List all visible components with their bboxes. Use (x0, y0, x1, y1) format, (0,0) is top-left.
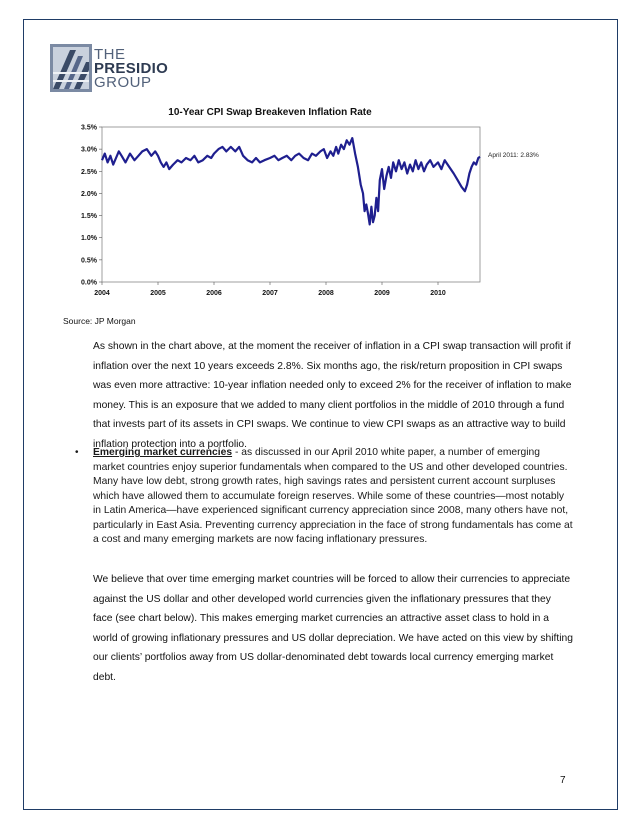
x-tick-label: 2005 (150, 290, 166, 297)
y-tick-label: 0.0% (81, 279, 97, 287)
x-tick-label: 2004 (94, 290, 110, 297)
paragraph-cpi-swaps-text: As shown in the chart above, at the moment the receiver of inflation in a CPI swap transaction will profit if inflation over the next 10 years exceeds 2.8%. Six months ago, the risk/return proposition in CPI swaps was even more attractive: 10-year inflation needed only to exceed 2% for the receiver of inflation to make money. This is an exposure that we added to many client portfolios in the middle of 2010 through a fund that invests part of its assets in CPI swaps. We continue to view CPI swaps as an attractive way to build inflation protection into a portfolio. (93, 341, 572, 450)
y-tick-label: 0.5% (81, 257, 97, 265)
x-tick-label: 2009 (374, 290, 390, 297)
page-number: 7 (560, 775, 566, 786)
logo-line-presidio: PRESIDIO (94, 60, 169, 77)
y-tick-label: 2.0% (81, 190, 97, 198)
logo-line-group: GROUP (94, 74, 152, 91)
inflation-chart (60, 120, 539, 310)
building-logo-icon (50, 44, 92, 92)
bullet-marker: • (75, 447, 79, 458)
x-tick-label: 2006 (206, 290, 222, 297)
paragraph-cpi-swaps (93, 337, 573, 455)
plot-area (102, 127, 480, 282)
x-tick-label: 2008 (318, 290, 334, 297)
y-tick-label: 3.5% (81, 124, 97, 132)
x-tick-label: 2010 (430, 290, 446, 297)
paragraph-em-currencies-text: We believe that over time emerging market countries will be forced to allow their currencies to appreciate against the US dollar and other developed world currencies given the inflationary pressures that they face (see chart below). This makes emerging market currencies an attractive asset class to hold in a world of growing inflationary pressures and US dollar depreciation. We have acted on this view by shifting our clients’ portfolios away from US dollar-denominated debt towards local currency emerging market debt. (93, 574, 574, 683)
y-tick-label: 2.5% (81, 168, 97, 176)
paragraph-em-currencies (93, 570, 573, 688)
x-tick-label: 2007 (262, 290, 278, 297)
logo-line-the: THE (94, 46, 126, 63)
bullet-heading: Emerging market currencies (93, 447, 233, 458)
bullet-body (93, 446, 573, 548)
bullet-text: - as discussed in our April 2010 white paper, a number of emerging market countries enjoy superior fundamentals when compared to the US and other developed countries. Many have low debt, strong growth rates, high savings rates and persistent current account surpluses which have allowed them to accumulate foreign reserves. While some of these countries—most notably in Latin America—have experienced significant currency appreciation since 2008, many others have not, particularly in East Asia. Preventing currency appreciation in the face of strong fundamentals has come at a cost and many emerging markets are now facing inflationary pressures. (93, 447, 573, 545)
chart-title: 10-Year CPI Swap Breakeven Inflation Rate (168, 107, 372, 118)
presidio-logo (50, 44, 200, 92)
y-tick-label: 1.0% (81, 235, 97, 243)
inflation-series-line (102, 138, 480, 224)
logo-wordmark (94, 48, 168, 90)
chart-annotation: April 2011: 2.83% (488, 152, 539, 160)
y-tick-label: 1.5% (81, 213, 97, 221)
y-tick-label: 3.0% (81, 146, 97, 154)
chart-source: Source: JP Morgan (63, 316, 136, 326)
